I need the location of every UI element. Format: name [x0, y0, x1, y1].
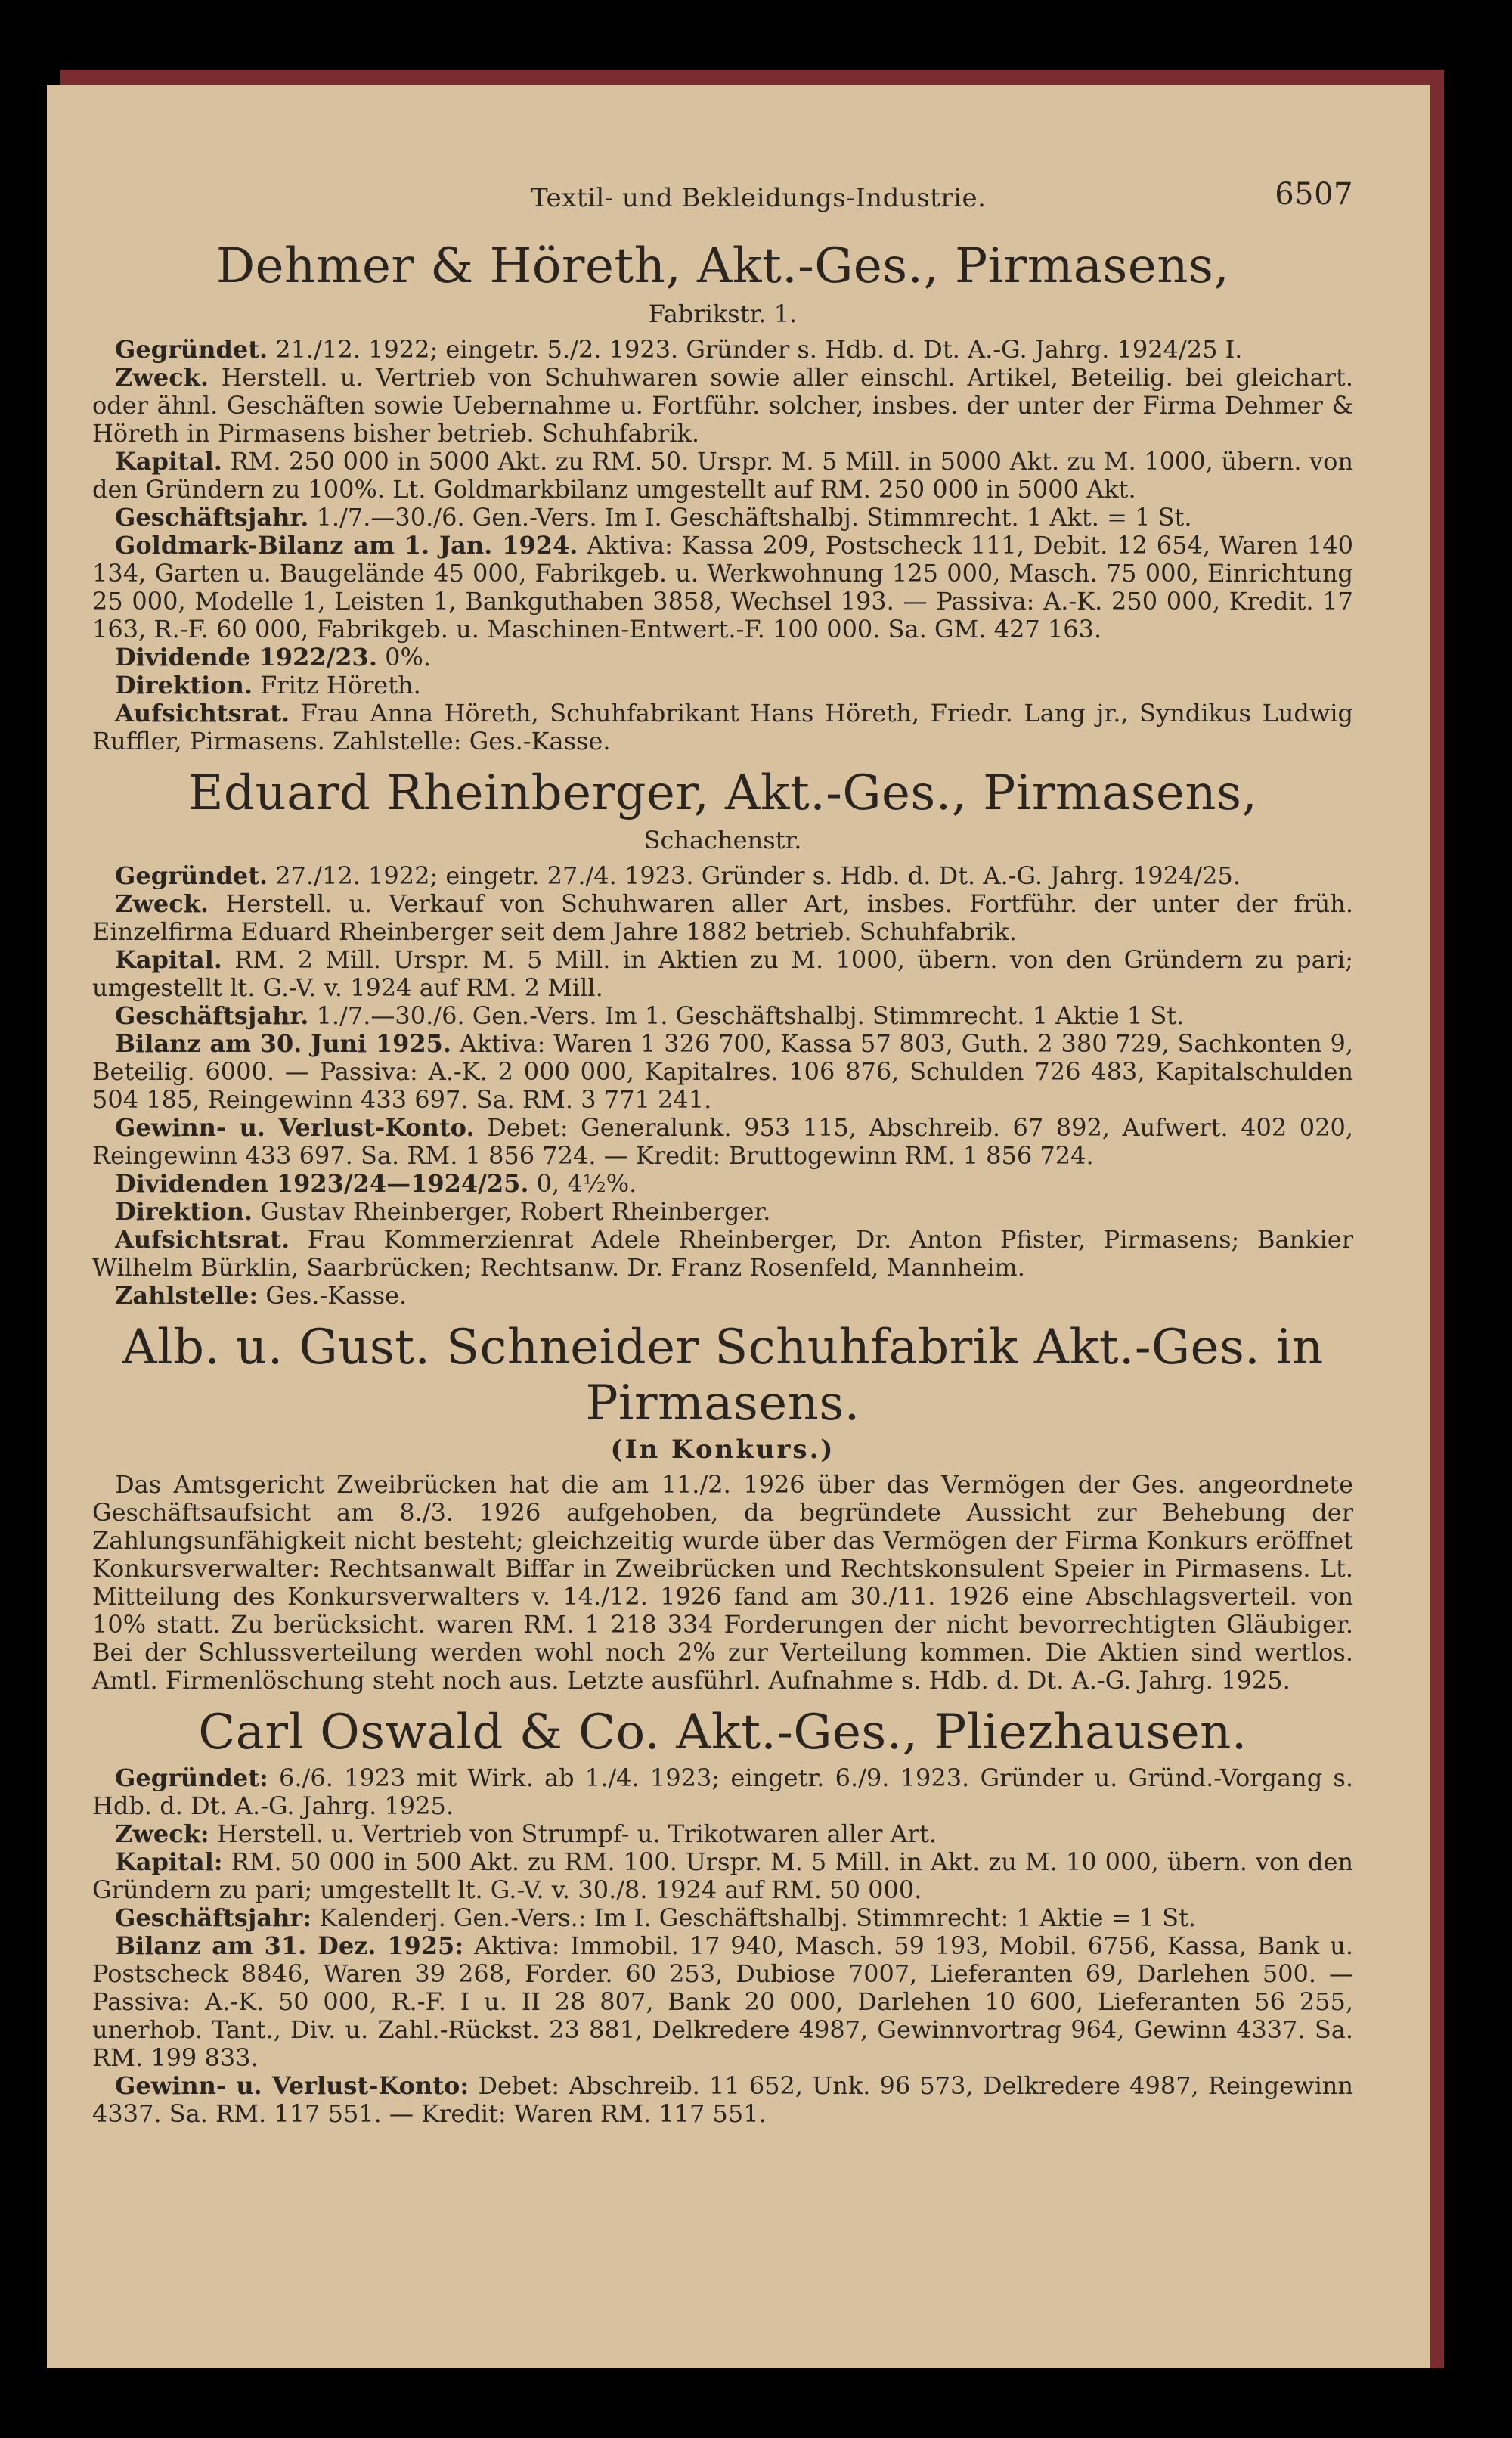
entry-paragraph [92, 1198, 1353, 1226]
field-text: 27./12. 1922; eingetr. 27./4. 1923. Gründer s. Hdb. d. Dt. A.-G. Jahrg. 1924/25. [275, 861, 1241, 891]
entry-paragraph [92, 1848, 1353, 1904]
entry-paragraph [92, 1471, 1353, 1695]
entry-paragraph [92, 364, 1353, 448]
field-label: Kapital. [115, 945, 222, 975]
field-text: Aktiva: Kassa 209, Postscheck 111, Debit. 12 654, Waren 140 134, Garten u. Baugelände 45 000, Fabrikgeb. u. Werkwohnung 125 000, Masch. 75 000, Einrichtung 25 000, Modelle 1, Leisten 1, Bankguthaben 3858, Wechsel 193. — Passiva: A.-K. 250 000, Kredit. 17 163, R.-F. 60 000, Fabrikgeb. u. Maschinen-Entwert.-F. 100 000. Sa. GM. 427 163. [92, 530, 1354, 644]
field-text: Herstell. u. Vertrieb von Schuhwaren sowie aller einschl. Artikel, Beteilig. bei gleichart. oder ähnl. Geschäften sowie Uebernahme u. Fortführ. solcher, insbes. der unter der Firma Dehmer & Höreth in Pirmasens bisher betrieb. Schuhfabrik. [92, 362, 1353, 448]
company-address: Schachenstr. [643, 826, 802, 855]
company-name: Eduard Rheinberger, Akt.-Ges., Pirmasens, [187, 765, 1258, 821]
field-label: Bilanz am 31. Dez. 1925: [115, 1931, 464, 1960]
field-text: 6./6. 1923 mit Wirk. ab 1./4. 1923; eingetr. 6./9. 1923. Gründer u. Gründ.-Vorgang s. Hdb. d. Dt. A.-G. Jahrg. 1925. [92, 1763, 1354, 1820]
field-text: Das Amtsgericht Zweibrücken hat die am 11./2. 1926 über das Vermögen der Ges. angeordnete Geschäftsaufsicht am 8./3. 1926 aufgehoben, da begründete Aussicht zur Behebung der Zahlungsunfähigkeit nicht besteht; gleichzeitig wurde über das Vermögen der Firma Konkurs eröffnet Konkursverwalter: Rechtsanwalt Biffar in Zweibrücken und Rechtskonsulent Speier in Pirmasens. Lt. Mitteilung des Konkursverwalters v. 14./12. 1926 fand am 30./11. 1926 eine Abschlagsverteil. von 10% statt. Zu berücksicht. waren RM. 1 218 334 Forderungen der nicht bevorrechtigten Gläubiger. Bei der Schlussverteilung werden wohl noch 2% zur Verteilung kommen. Die Aktien sind wertlos. Amtl. Firmenlöschung steht noch aus. Letzte ausführl. Aufnahme s. Hdb. d. Dt. A.-G. Jahrg. 1925. [92, 1470, 1353, 1695]
entry-paragraph [92, 1226, 1353, 1282]
company-address: Fabrikstr. 1. [648, 299, 798, 328]
entry-paragraph [92, 336, 1353, 364]
field-text: Debet: Generalunk. 953 115, Abschreib. 67 892, Aufwert. 402 020, Reingewinn 433 697. Sa. RM. 1 856 724. — Kredit: Bruttogewinn RM. 1 856 724. [92, 1113, 1353, 1171]
company-entry [92, 766, 1353, 1311]
entry-paragraph [92, 862, 1353, 890]
entry-paragraph [92, 1932, 1353, 2072]
field-text: 21./12. 1922; eingetr. 5./2. 1923. Gründer s. Hdb. d. Dt. A.-G. Jahrg. 1924/25 I. [275, 334, 1243, 364]
field-label: Zweck. [115, 889, 209, 919]
field-text: Ges.-Kasse. [265, 1281, 407, 1311]
company-entry [92, 239, 1353, 755]
field-text: Fritz Höreth. [260, 670, 421, 699]
entry-paragraph [92, 946, 1353, 1002]
field-text: Herstell. u. Verkauf von Schuhwaren aller Art, insbes. Fortführ. der unter der früh. Einzelfirma Eduard Rheinberger seit dem Jahre 1882 betrieb. Schuhfabrik. [92, 889, 1354, 947]
entry-paragraph [92, 1030, 1353, 1114]
field-label: Gewinn- u. Verlust-Konto. [115, 1113, 475, 1143]
field-text: Kalenderj. Gen.-Vers.: Im I. Geschäftshalbj. Stimmrecht: 1 Aktie = 1 St. [319, 1903, 1197, 1932]
field-label: Kapital: [115, 1847, 223, 1876]
company-entry [92, 1320, 1353, 1695]
field-label: Direktion. [115, 670, 253, 699]
company-entry [92, 1705, 1353, 2128]
field-text: Frau Kommerzienrat Adele Rheinberger, Dr. Anton Pfister, Pirmasens; Bankier Wilhelm Bürklin, Saarbrücken; Rechtsanw. Dr. Franz Rosenfeld, Mannheim. [92, 1225, 1354, 1283]
entry-paragraph [92, 1904, 1353, 1932]
field-label: Gegründet. [115, 334, 268, 364]
entry-paragraph [92, 1282, 1353, 1310]
field-text: Gustav Rheinberger, Robert Rheinberger. [260, 1197, 771, 1227]
company-name: Alb. u. Gust. Schneider Schuhfabrik Akt.-Ges. in Pirmasens. [122, 1320, 1324, 1431]
entry-paragraph [92, 699, 1353, 755]
field-label: Geschäftsjahr: [115, 1903, 311, 1932]
company-status: (In Konkurs.) [610, 1435, 835, 1466]
entry-paragraph [92, 504, 1353, 532]
entry-paragraph [92, 448, 1353, 504]
field-label: Gegründet: [115, 1763, 268, 1792]
running-head [92, 177, 1353, 228]
entries-list [92, 239, 1353, 2128]
field-text: 0%. [385, 642, 432, 672]
field-text: RM. 2 Mill. Urspr. M. 5 Mill. in Aktien zu M. 1000, übern. von den Gründern zu pari; umgestellt lt. G.-V. v. 1924 auf RM. 2 Mill. [92, 945, 1354, 1003]
entry-paragraph [92, 890, 1353, 946]
entry-paragraph [92, 1002, 1353, 1030]
entry-paragraph [92, 1764, 1353, 1820]
field-label: Zweck. [115, 362, 209, 392]
field-label: Dividende 1922/23. [115, 642, 377, 672]
field-label: Zweck: [115, 1819, 209, 1848]
field-label: Bilanz am 30. Juni 1925. [115, 1029, 452, 1059]
field-text: Aktiva: Waren 1 326 700, Kassa 57 803, Guth. 2 380 729, Sachkonten 9, Beteilig. 6000. — Passiva: A.-K. 2 000 000, Kapitalres. 106 876, Schulden 726 483, Kapitalschulden 504 185, Reingewinn 433 697. Sa. RM. 3 771 241. [92, 1029, 1354, 1115]
field-label: Direktion. [115, 1197, 253, 1227]
field-text: 1./7.—30./6. Gen.-Vers. Im I. Geschäftshalbj. Stimmrecht. 1 Akt. = 1 St. [316, 502, 1192, 532]
field-label: Aufsichtsrat. [115, 698, 290, 727]
company-name: Carl Oswald & Co. Akt.-Ges., Pliezhausen. [198, 1704, 1247, 1761]
field-label: Geschäftsjahr. [115, 1001, 309, 1031]
field-text: RM. 250 000 in 5000 Akt. zu RM. 50. Urspr. M. 5 Mill. in 5000 Akt. zu M. 1000, übern. von den Gründern zu 100%. Lt. Goldmarkbilanz umgestellt auf RM. 250 000 in 5000 Akt. [92, 446, 1354, 504]
entry-paragraph [92, 1820, 1353, 1848]
page-number: 6507 [1275, 177, 1353, 212]
entry-paragraph [92, 1170, 1353, 1198]
field-text: Aktiva: Immobil. 17 940, Masch. 59 193, Mobil. 6756, Kassa, Bank u. Postscheck 8846, Waren 39 268, Forder. 60 253, Dubiose 7007, Lieferanten 69, Darlehen 500. — Passiva: A.-K. 50 000, R.-F. I u. II 28 807, Bank 20 000, Darlehen 10 600, Lieferanten 56 255, unerhob. Tant., Div. u. Zahl.-Rückst. 23 881, Delkredere 4987, Gewinnvortrag 964, Gewinn 4337. Sa. RM. 199 833. [92, 1931, 1354, 2072]
field-label: Dividenden 1923/24—1924/25. [115, 1169, 529, 1199]
book-page [47, 85, 1430, 2368]
field-text: Debet: Abschreib. 11 652, Unk. 96 573, Delkredere 4987, Reingewinn 4337. Sa. RM. 117 551. — Kredit: Waren RM. 117 551. [92, 2070, 1354, 2128]
field-label: Gewinn- u. Verlust-Konto: [115, 2070, 469, 2100]
entry-paragraph [92, 644, 1353, 672]
company-name: Dehmer & Höreth, Akt.-Ges., Pirmasens, [215, 238, 1230, 294]
field-text: 0, 4½%. [536, 1169, 637, 1199]
field-text: 1./7.—30./6. Gen.-Vers. Im 1. Geschäftshalbj. Stimmrecht. 1 Aktie 1 St. [316, 1001, 1185, 1031]
entry-paragraph [92, 2072, 1353, 2128]
page-content [92, 177, 1354, 2128]
entry-paragraph [92, 1114, 1353, 1170]
section-title: Textil- und Bekleidungs-Industrie. [531, 183, 987, 213]
field-label: Geschäftsjahr. [115, 502, 309, 532]
field-text: Frau Anna Höreth, Schuhfabrikant Hans Höreth, Friedr. Lang jr., Syndikus Ludwig Ruffler, Pirmasens. Zahlstelle: Ges.-Kasse. [92, 698, 1353, 755]
field-text: Herstell. u. Vertrieb von Strumpf- u. Trikotwaren aller Art. [216, 1819, 937, 1848]
field-label: Zahlstelle: [115, 1281, 259, 1311]
field-text: RM. 50 000 in 500 Akt. zu RM. 100. Urspr. M. 5 Mill. in Akt. zu M. 10 000, übern. von den Gründern zu pari; umgestellt lt. G.-V. v. 30./8. 1924 auf RM. 50 000. [92, 1847, 1354, 1904]
field-label: Goldmark-Bilanz am 1. Jan. 1924. [115, 530, 578, 560]
field-label: Gegründet. [115, 861, 268, 891]
entry-paragraph [92, 532, 1353, 644]
entry-paragraph [92, 672, 1353, 699]
field-label: Kapital. [115, 446, 222, 476]
field-label: Aufsichtsrat. [115, 1225, 290, 1255]
